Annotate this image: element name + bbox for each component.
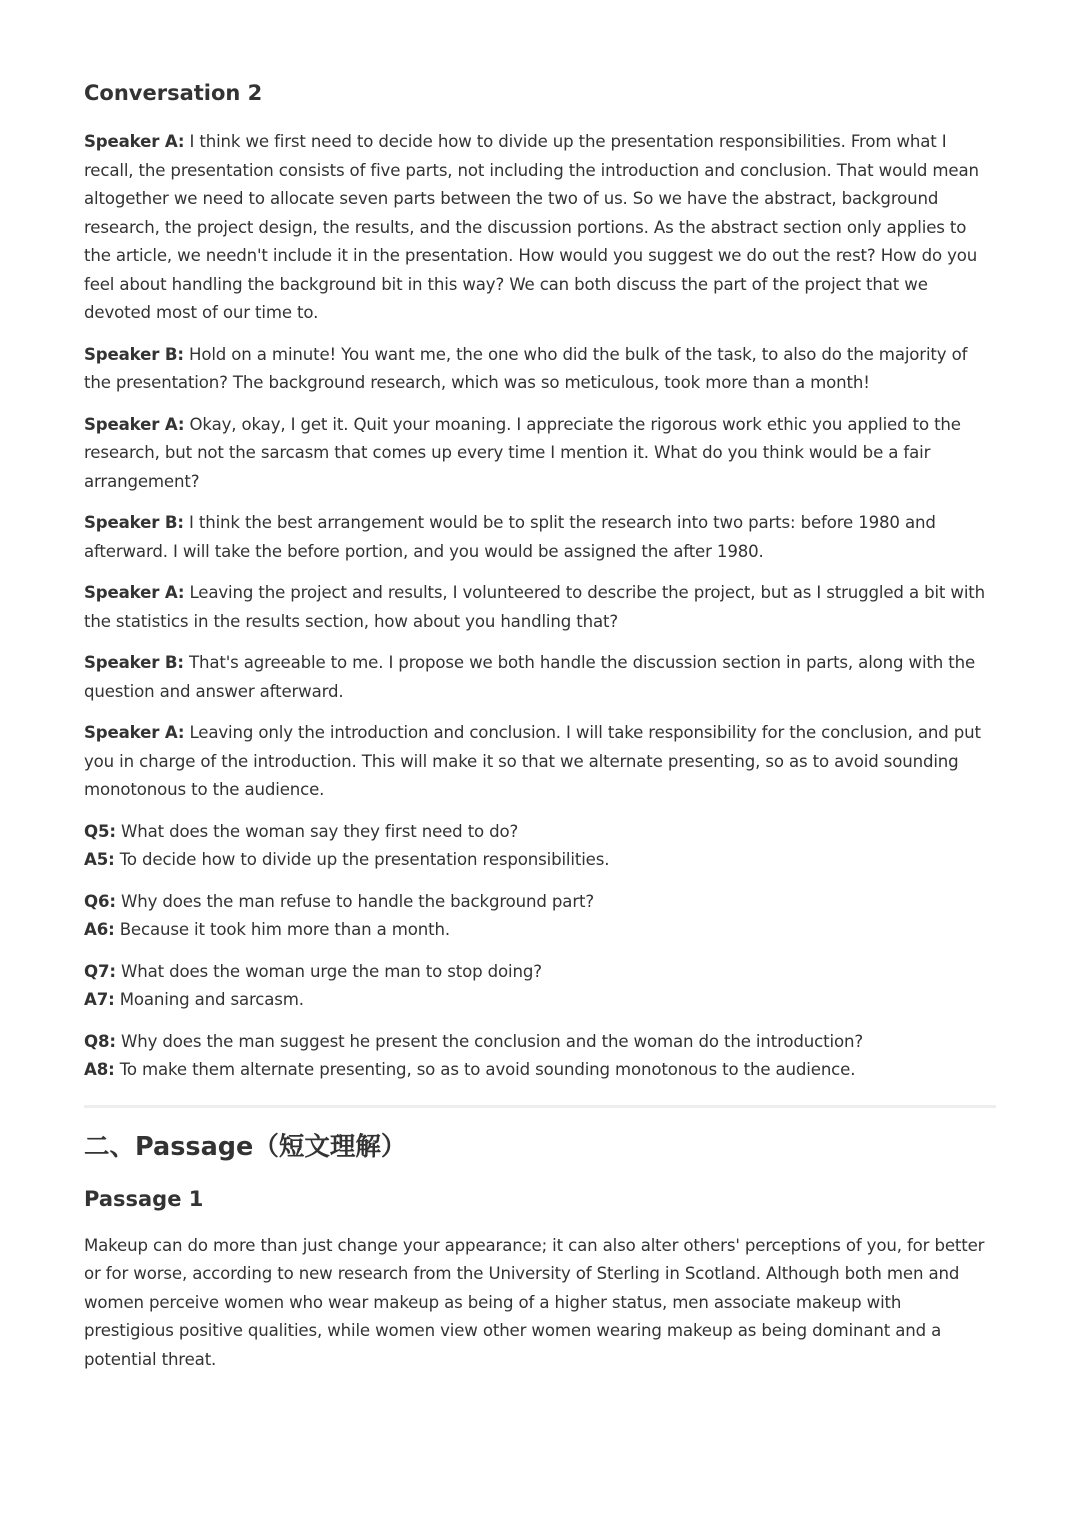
document-content xyxy=(84,78,996,1387)
qa-pair xyxy=(84,818,996,875)
dialogue-text: I think the best arrangement would be to split the research into two parts: before 1980 and afterward. I will take the before portion, and you would be assigned the after 1980. xyxy=(84,513,936,561)
dialogue-line xyxy=(84,411,996,497)
question-text: Why does the man refuse to handle the background part? xyxy=(120,891,595,911)
dialogue-text: Leaving only the introduction and conclusion. I will take responsibility for the conclusion, and put you in charge of the introduction. This will make it so that we alternate presenting, so as to avoid sounding monotonous to the audience. xyxy=(84,723,981,799)
question-label: Q6: xyxy=(84,891,116,911)
passage-title: Passage 1 xyxy=(84,1186,204,1211)
speaker-label: Speaker A: xyxy=(84,583,185,602)
speaker-label: Speaker A: xyxy=(84,132,185,151)
dialogue-line xyxy=(84,719,996,805)
question-line xyxy=(84,818,996,847)
answer-label: A7: xyxy=(84,990,115,1009)
dialogue-line xyxy=(84,128,996,328)
question-line xyxy=(84,888,996,917)
speaker-label: Speaker B: xyxy=(84,653,184,672)
dialogue-text: Leaving the project and results, I volunteered to describe the project, but as I struggled a bit with the statistics in the results section, how about you handling that? xyxy=(84,583,986,631)
answer-label: A6: xyxy=(84,920,115,939)
question-line xyxy=(84,1028,996,1057)
answer-text: Moaning and sarcasm. xyxy=(119,990,304,1009)
question-line xyxy=(84,958,996,987)
passage-text: Makeup can do more than just change your appearance; it can also alter others' perceptions of you, for better or for worse, according to new research from the University of Sterling in Scotland. Although both men and women perceive women who wear makeup as being of a higher status, men associate makeup with prestigious positive qualities, while women view other women wearing makeup as being dominant and a potential threat. xyxy=(84,1235,985,1369)
dialogue-line xyxy=(84,649,996,706)
answer-label: A5: xyxy=(84,850,115,869)
dialogue-text: I think we first need to decide how to divide up the presentation responsibilities. From what I recall, the presentation consists of five parts, not including the introduction and conclusion. That would mean altogether we need to allocate seven parts between the two of us. So we have the abstract, background research, the project design, the results, and the discussion portions. As the abstract section only applies to the article, we needn't include it in the presentation. How would you suggest we do out the rest? How do you feel about handling the background bit in this way? We can both discuss the part of the project that we devoted most of our time to. xyxy=(84,132,979,322)
question-label: Q7: xyxy=(84,961,116,981)
answer-line xyxy=(84,986,996,1015)
qa-pair xyxy=(84,958,996,1015)
dialogue-text: Hold on a minute! You want me, the one who did the bulk of the task, to also do the majority of the presentation? The background research, which was so meticulous, took more than a month! xyxy=(84,344,968,392)
speaker-label: Speaker B: xyxy=(84,513,184,532)
answer-text: To decide how to divide up the presentation responsibilities. xyxy=(119,850,610,869)
dialogue-line xyxy=(84,579,996,636)
dialogue-line xyxy=(84,341,996,398)
question-text: What does the woman urge the man to stop doing? xyxy=(120,961,542,981)
qa-pair xyxy=(84,888,996,945)
speaker-label: Speaker A: xyxy=(84,414,185,434)
question-text: What does the woman say they first need to do? xyxy=(120,821,519,841)
answer-label: A8: xyxy=(84,1060,115,1079)
speaker-label: Speaker B: xyxy=(84,344,184,364)
speaker-label: Speaker A: xyxy=(84,723,185,742)
dialogue-text: Okay, okay, I get it. Quit your moaning. I appreciate the rigorous work ethic you applied to the research, but not the sarcasm that comes up every time I mention it. What do you think would be a fair arrangement? xyxy=(84,414,961,491)
answer-line xyxy=(84,846,996,875)
answer-text: To make them alternate presenting, so as to avoid sounding monotonous to the audience. xyxy=(119,1060,856,1079)
section-divider xyxy=(84,1105,996,1108)
question-text: Why does the man suggest he present the conclusion and the woman do the introduction? xyxy=(120,1031,863,1051)
conversation-title: Conversation 2 xyxy=(84,81,263,105)
qa-pair xyxy=(84,1028,996,1085)
dialogue-text: That's agreeable to me. I propose we both handle the discussion section in parts, along with the question and answer afterward. xyxy=(84,653,976,701)
answer-line xyxy=(84,916,996,945)
answer-line xyxy=(84,1056,996,1085)
question-label: Q5: xyxy=(84,821,116,841)
answer-text: Because it took him more than a month. xyxy=(119,920,451,939)
dialogue-line xyxy=(84,509,996,566)
question-label: Q8: xyxy=(84,1031,116,1051)
section-heading: 二、Passage（短文理解） xyxy=(84,1131,407,1162)
